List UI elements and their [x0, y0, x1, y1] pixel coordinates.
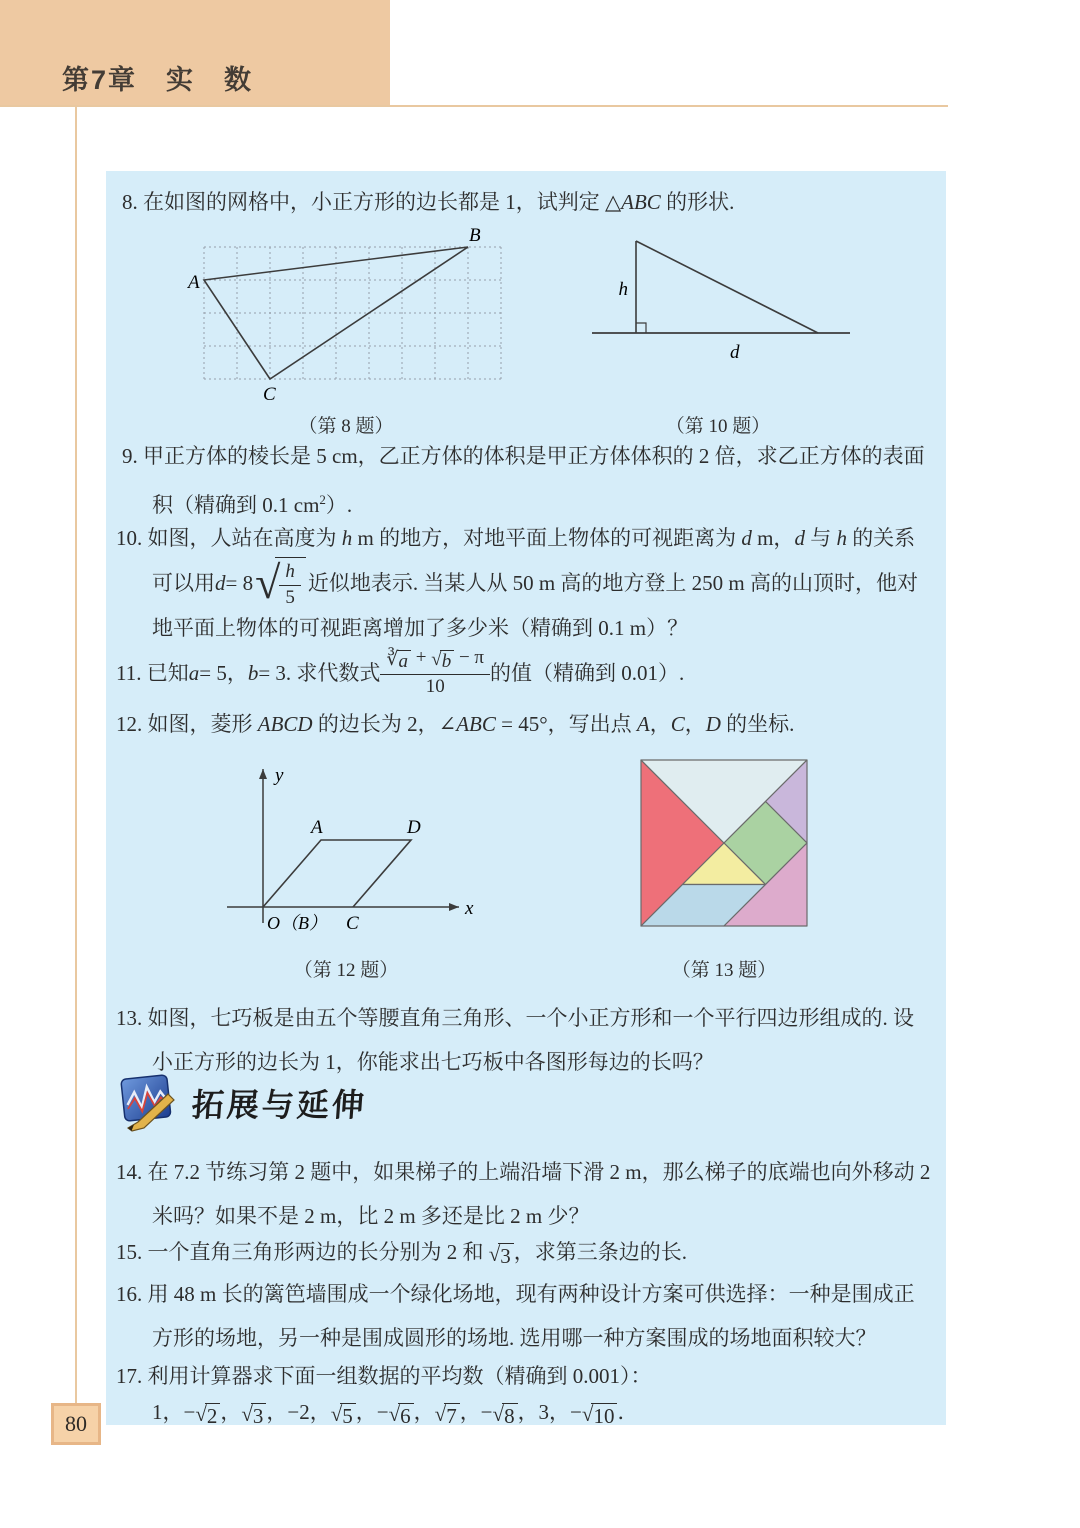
x-axis-arrow [449, 903, 459, 911]
p12-t4: ， [649, 712, 671, 736]
figure-8-caption: （第 8 题） [298, 416, 394, 437]
problem-8-text-end: 的形状. [660, 190, 735, 214]
p17-t4: ， [413, 1400, 435, 1424]
margin-rule [75, 107, 77, 1403]
p11-t3: = 3. 求代数式 [258, 661, 381, 685]
triangle-name: ABC [621, 190, 661, 214]
problem-17-line1: 17. 利用计算器求下面一组数据的平均数（精确到 0.001）： [116, 1364, 652, 1388]
x-label: x [465, 898, 474, 919]
problem-13-line1: 13. 如图，七巧板是由五个等腰直角三角形、一个小正方形和一个平行四边形组成的. 设 [116, 1006, 914, 1030]
problem-9-text: 积（精确到 0.1 cm [152, 493, 320, 517]
p12-abcd: ABCD [257, 712, 313, 736]
p12-t2: 的边长为 2，∠ [312, 712, 457, 736]
p10-t1: 10. 如图，人站在高度为 [116, 526, 342, 550]
p11-var-b: b [247, 661, 259, 685]
p12-point-d: D [705, 712, 721, 736]
problem-10-formula-line [152, 555, 918, 611]
problem-9-line1: 9. 甲正方体的棱长是 5 cm，乙正方体的体积是甲正方体体积的 2 倍，求乙正方体的表面 [122, 444, 925, 468]
sight-line [636, 241, 818, 333]
point-c-label: C [346, 913, 359, 934]
sqrt-radicand-b: b [440, 650, 455, 673]
frac-numerator [380, 647, 490, 675]
figure-10-caption: （第 10 题） [665, 416, 771, 437]
problem-9-text-end: ）. [325, 493, 353, 517]
p10-t8: 近似地表示. 当某人从 50 m 高的地方登上 250 m 高的山顶时，他对 [307, 571, 919, 595]
y-label: y [275, 765, 284, 786]
p10-t7: = 8 [225, 571, 254, 595]
figure-12-caption: （第 12 题） [293, 960, 399, 981]
vertex-a-label: A [188, 272, 200, 293]
p12-point-a: A [636, 712, 650, 736]
problem-11 [116, 645, 684, 701]
page-number: 80 [65, 1411, 87, 1436]
problem-16-line1: 16. 用 48 m 长的篱笆墙围成一个绿化场地，现有两种设计方案可供选择：一种是围成正 [116, 1282, 915, 1306]
radicand-8: 8 [502, 1403, 518, 1425]
problem-13-line2: 小正方形的边长为 1，你能求出七巧板中各图形每边的长吗？ [152, 1050, 714, 1074]
point-a-label: A [311, 817, 323, 838]
p11-minus-pi: − π [454, 647, 484, 669]
sqrt-6 [389, 1403, 414, 1425]
sqrt-7 [435, 1403, 460, 1425]
frac-denominator: 10 [425, 676, 445, 698]
p17-t1: ， [220, 1400, 242, 1424]
rhombus-outline [263, 840, 411, 907]
radicand-3: 3 [251, 1403, 267, 1425]
p10-t2: m 的地方，对地平面上物体的可视距离为 [352, 526, 742, 550]
p10-var-h: h [341, 526, 353, 550]
p10-t6: 可以用 [152, 571, 215, 595]
squared-sup: 2 [319, 492, 326, 507]
problem-17-line2 [152, 1397, 638, 1425]
p11-plus: + [411, 647, 432, 669]
vertex-c-label: C [263, 384, 276, 405]
problem-14-line1: 14. 在 7.2 节练习第 2 题中，如果梯子的上端沿墙下滑 2 m，那么梯子的底端也向外移动 2 [116, 1160, 931, 1184]
sqrt-sign: √ [492, 1402, 505, 1425]
radicand-10: 10 [591, 1403, 617, 1425]
p12-t1: 12. 如图，菱形 [116, 712, 258, 736]
sqrt-sign: √ [241, 1402, 253, 1425]
tangram-figure [640, 759, 808, 927]
p11-t1: 11. 已知 [116, 661, 189, 685]
visibility-figure [584, 231, 859, 371]
sqrt-sign-3: √ [488, 1242, 501, 1266]
header-rule [0, 105, 948, 107]
sqrt-sign: √ [434, 1402, 447, 1425]
chapter-title: 第7章 实 数 [62, 65, 254, 95]
p10-var-h2: h [836, 526, 847, 550]
page-number-box [51, 1403, 101, 1445]
origin-label: O（B） [267, 913, 327, 933]
problem-8 [122, 187, 734, 217]
vertex-b-label: B [469, 227, 481, 246]
section-heading [118, 1073, 367, 1133]
sqrt-8 [493, 1403, 518, 1425]
sqrt-10 [582, 1403, 618, 1425]
problem-12 [116, 709, 794, 739]
p10-var-d3: d [215, 571, 226, 595]
radical-expression [255, 557, 306, 610]
frac-num: h [279, 561, 301, 586]
expand-extend-icon [118, 1073, 178, 1133]
frac-den: 5 [285, 586, 295, 608]
d-label: d [730, 342, 740, 363]
sqrt-sign: √ [581, 1402, 594, 1425]
point-d-label: D [407, 817, 421, 838]
radical-sign: √ [255, 557, 281, 609]
square-root-3 [489, 1243, 514, 1268]
problem-10-line1 [116, 523, 915, 553]
cbrt-sign: ∛ [386, 649, 399, 671]
p12-t6: 的坐标. [720, 712, 795, 736]
sqrt-sign: √ [195, 1402, 207, 1425]
p17-t2: ，−2， [266, 1400, 331, 1424]
p17-t3: ，− [355, 1400, 389, 1424]
p11-t2: = 5， [199, 661, 248, 685]
p10-var-d: d [741, 526, 752, 550]
p11-var-a: a [188, 661, 200, 685]
y-axis-arrow [259, 769, 267, 779]
sqrt-radicand-3: 3 [498, 1243, 514, 1268]
problem-10-line3: 地平面上物体的可视距离增加了多少米（精确到 0.1 m）？ [152, 616, 689, 640]
sqrt-sign: √ [330, 1402, 343, 1425]
p17-t6: ，3，− [517, 1400, 582, 1424]
right-angle-mark [636, 323, 646, 333]
radicand-5: 5 [340, 1403, 356, 1425]
p15-t2: ，求第三条边的长. [513, 1240, 688, 1264]
p10-t4: 与 [804, 526, 837, 550]
algebraic-fraction [380, 647, 490, 699]
p15-t1: 15. 一个直角三角形两边的长分别为 2 和 [116, 1240, 489, 1264]
section-title: 拓展与延伸 [190, 1087, 369, 1123]
p12-t5: ， [684, 712, 706, 736]
p10-t5: 的关系 [846, 526, 916, 550]
sqrt-2 [195, 1403, 220, 1425]
radicand-6: 6 [398, 1403, 414, 1425]
problem-9-line2 [152, 485, 352, 520]
fraction-h-over-5 [279, 561, 301, 610]
p12-t3: = 45°，写出点 [495, 712, 637, 736]
cube-root [386, 650, 411, 673]
problem-14-line2: 米吗？如果不是 2 m，比 2 m 多还是比 2 m 少？ [152, 1204, 590, 1228]
p17-t7: ． [617, 1400, 639, 1424]
p10-t3: m， [751, 526, 795, 550]
grid-triangle-figure [178, 227, 513, 407]
radicand-2: 2 [205, 1403, 221, 1425]
sqrt-3 [241, 1403, 266, 1425]
cbrt-radicand: a [397, 650, 412, 673]
p11-t4: 的值（精确到 0.01）. [490, 661, 685, 685]
p10-var-d2: d [794, 526, 805, 550]
figure-13-caption: （第 13 题） [671, 960, 777, 981]
sqrt-sign-b: √ [431, 649, 442, 671]
sqrt-5 [331, 1403, 356, 1425]
p17-t0: 1，− [152, 1400, 196, 1424]
rhombus-coordinate-figure [221, 757, 476, 949]
p17-t5: ，− [459, 1400, 493, 1424]
problem-15 [116, 1237, 687, 1268]
p12-point-c: C [670, 712, 685, 736]
exercise-panel [106, 171, 946, 1425]
problem-16-line2: 方形的场地，另一种是围成圆形的场地. 选用哪一种方案围成的场地面积较大？ [152, 1326, 877, 1350]
p12-angle-abc: ABC [456, 712, 496, 736]
sqrt-sign: √ [388, 1402, 401, 1425]
radicand-7: 7 [444, 1403, 460, 1425]
square-root-b [431, 650, 454, 673]
h-label: h [618, 279, 628, 300]
problem-8-text: 8. 在如图的网格中，小正方形的边长都是 1，试判定 △ [122, 190, 622, 214]
